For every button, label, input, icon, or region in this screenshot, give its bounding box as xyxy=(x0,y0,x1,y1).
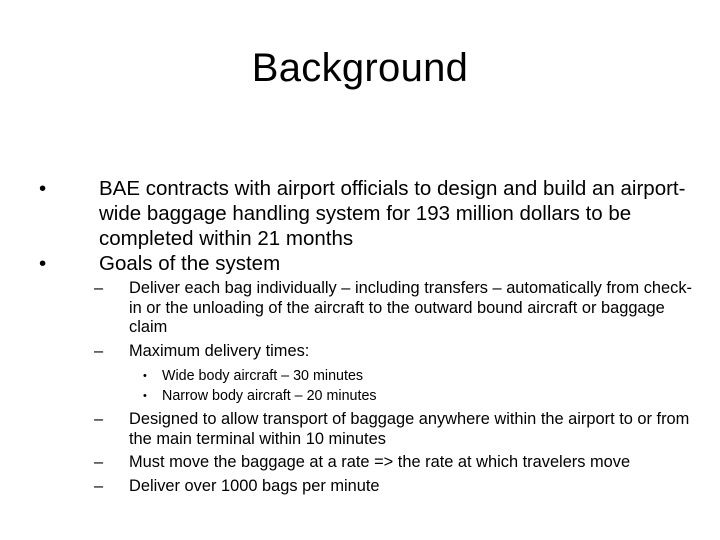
bullet-icon: • xyxy=(143,370,147,382)
sub-bullet-point xyxy=(36,453,696,473)
sub-bullet-point xyxy=(36,279,696,338)
sub-bullet-text: Maximum delivery times: xyxy=(129,341,310,360)
sub-bullet-text: Deliver over 1000 bags per minute xyxy=(129,476,380,495)
bullet-icon: • xyxy=(143,390,147,402)
dash-icon: – xyxy=(94,410,104,428)
sub-bullet-point xyxy=(36,342,696,362)
sub-bullet-text: Designed to allow transport of baggage anywhere within the airport to or from the main terminal within 10 minutes xyxy=(129,410,690,448)
sub-sub-bullet-text: Narrow body aircraft – 20 minutes xyxy=(162,388,377,404)
sub-sub-bullet-point xyxy=(36,366,696,386)
bullet-icon: • xyxy=(39,252,47,275)
sub-sub-bullet-point xyxy=(36,386,696,406)
dash-icon: – xyxy=(94,453,104,471)
bullet-icon: • xyxy=(39,177,47,200)
bullet-text: Goals of the system xyxy=(99,252,281,275)
sub-sub-bullet-text: Wide body aircraft – 30 minutes xyxy=(162,368,364,384)
dash-icon: – xyxy=(94,341,104,360)
bullet-text: BAE contracts with airport officials to design and build an airport-wide baggage handling system for 193 million dollars to be completed within 21 months xyxy=(99,177,686,250)
slide-body xyxy=(36,176,696,496)
sub-bullet-text: Deliver each bag individually – including transfers – automatically from check-in or the unloading of the aircraft to the outward bound aircraft or baggage claim xyxy=(129,279,693,336)
slide-title: Background xyxy=(251,46,469,90)
bullet-point xyxy=(36,176,696,251)
sub-bullet-point xyxy=(36,410,696,449)
dash-icon: – xyxy=(94,476,104,495)
sub-bullet-text: Must move the baggage at a rate => the rate at which travelers move xyxy=(129,453,631,471)
sub-bullet-point xyxy=(36,477,696,497)
dash-icon: – xyxy=(94,279,104,297)
bullet-point xyxy=(36,251,696,276)
